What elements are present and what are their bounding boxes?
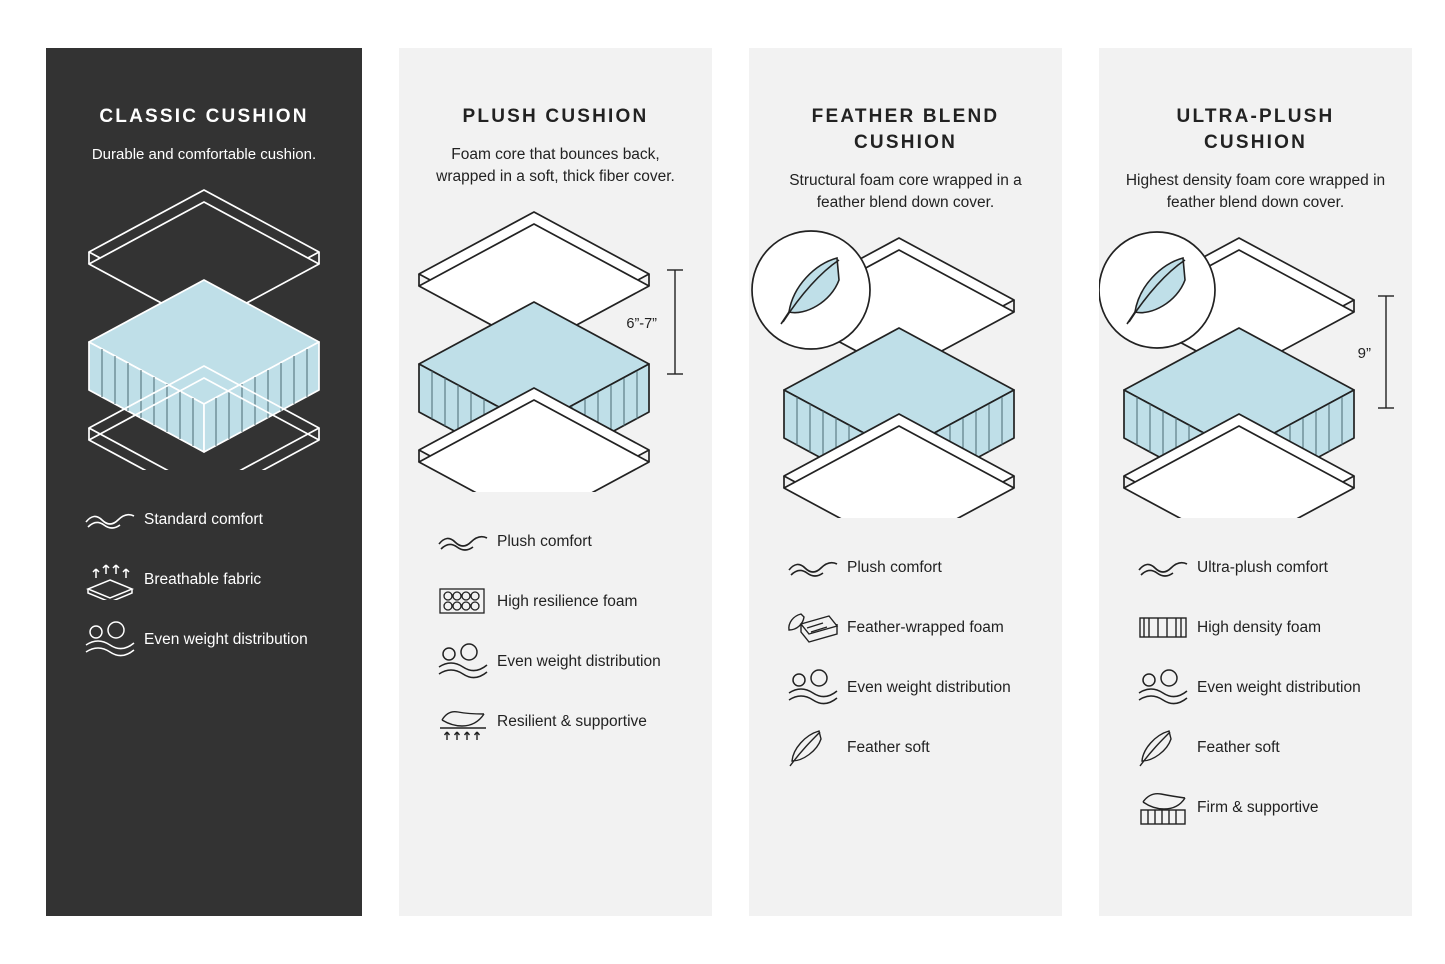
list-item: [1135, 664, 1392, 710]
list-item: [435, 698, 692, 744]
dimension-label: 9”: [1357, 345, 1371, 362]
feather-icon: [785, 725, 847, 769]
feature-label: Standard comfort: [144, 510, 263, 528]
high-density-foam-icon: [1135, 605, 1197, 649]
weight-distribution-icon: [1135, 665, 1197, 709]
feature-label: High density foam: [1197, 618, 1322, 636]
feature-label: High resilience foam: [497, 592, 638, 610]
feature-label: Even weight distribution: [144, 630, 308, 648]
card-ultra-plush-cushion: [1099, 48, 1412, 916]
list-item: [435, 578, 692, 624]
card-classic-cushion: [46, 48, 362, 916]
wave-comfort-icon: [435, 519, 497, 563]
breathable-fabric-icon: [82, 557, 144, 601]
honeycomb-foam-icon: [435, 579, 497, 623]
feature-label: Feather-wrapped foam: [847, 618, 1004, 636]
feature-label: Plush comfort: [847, 558, 942, 576]
card-title: PLUSH CUSHION: [462, 106, 649, 127]
list-item: [785, 664, 1042, 710]
cushion-diagram-ultra-plush: [1099, 228, 1412, 528]
feature-list: [399, 502, 712, 744]
card-title: FEATHER BLEND CUSHION: [811, 106, 1000, 153]
list-item: [82, 496, 342, 542]
firm-support-icon: [1135, 785, 1197, 829]
feature-label: Firm & supportive: [1197, 798, 1319, 816]
weight-distribution-icon: [785, 665, 847, 709]
list-item: [785, 724, 1042, 770]
feature-label: Feather soft: [1197, 738, 1280, 756]
list-item: [1135, 724, 1392, 770]
wave-comfort-icon: [82, 497, 144, 541]
card-description: Structural foam core wrapped in a feather blend down cover.: [789, 172, 1022, 211]
list-item: [785, 604, 1042, 650]
feature-label: Breathable fabric: [144, 570, 262, 588]
wave-comfort-icon: [785, 545, 847, 589]
feature-label: Feather soft: [847, 738, 930, 756]
card-plush-cushion: [399, 48, 712, 916]
cushion-diagram-feather-blend: [749, 228, 1062, 528]
feature-list: [46, 480, 362, 662]
card-description: Durable and comfortable cushion.: [91, 146, 317, 163]
weight-distribution-icon: [435, 639, 497, 683]
list-item: [435, 518, 692, 564]
feature-label: Resilient & supportive: [497, 712, 647, 730]
cushion-diagram-plush: [399, 202, 712, 502]
cushion-diagram-classic: [46, 180, 362, 480]
feature-list: [1099, 528, 1412, 830]
wave-comfort-icon: [1135, 545, 1197, 589]
list-item: [82, 556, 342, 602]
card-description: Highest density foam core wrapped in feather blend down cover.: [1125, 172, 1386, 211]
feature-label: Even weight distribution: [497, 652, 661, 670]
card-feather-blend-cushion: [749, 48, 1062, 916]
feather-wrapped-foam-icon: [785, 605, 847, 649]
feather-badge: [1099, 232, 1215, 348]
list-item: [1135, 784, 1392, 830]
card-title: ULTRA-PLUSH CUSHION: [1176, 106, 1335, 153]
resilient-support-icon: [435, 699, 497, 743]
list-item: [435, 638, 692, 684]
card-title: CLASSIC CUSHION: [99, 106, 309, 127]
feature-label: Ultra-plush comfort: [1197, 558, 1328, 576]
dimension-label: 6”-7”: [626, 316, 657, 332]
feature-list: [749, 528, 1062, 770]
feather-icon: [1135, 725, 1197, 769]
feature-label: Even weight distribution: [847, 678, 1011, 696]
feather-badge: [752, 231, 870, 349]
list-item: [82, 616, 342, 662]
feature-label: Even weight distribution: [1197, 678, 1361, 696]
feature-label: Plush comfort: [497, 532, 592, 550]
weight-distribution-icon: [82, 617, 144, 661]
list-item: [1135, 544, 1392, 590]
card-description: Foam core that bounces back, wrapped in a soft, thick fiber cover.: [436, 146, 675, 185]
list-item: [785, 544, 1042, 590]
list-item: [1135, 604, 1392, 650]
